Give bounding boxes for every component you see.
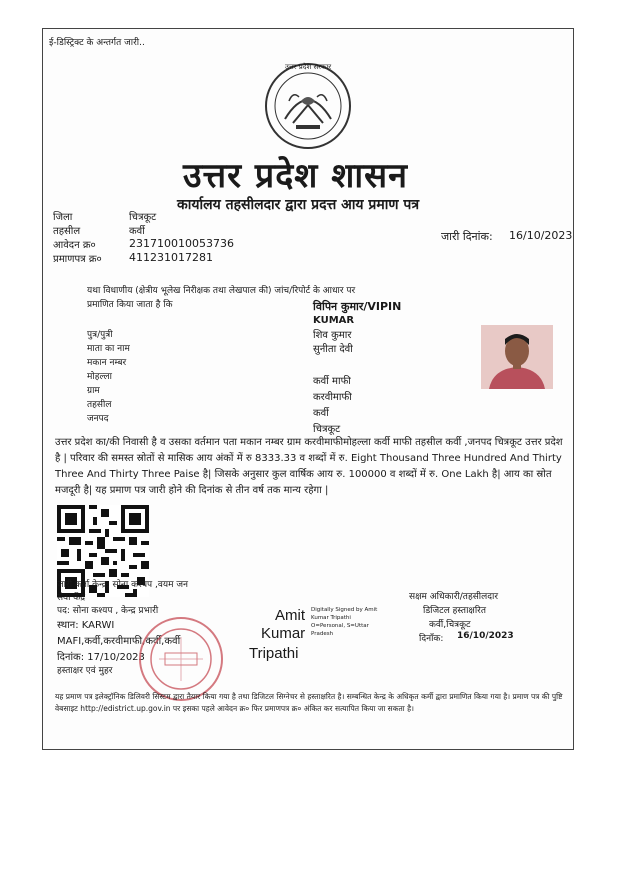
- meta-label-district: जिला: [53, 212, 73, 223]
- page-title: उत्तर प्रदेश शासन: [183, 156, 409, 196]
- field-value-mother: सुनीता देवी: [313, 344, 353, 355]
- field-label-district: जनपद: [87, 414, 109, 424]
- meta-label-tehsil: तहसील: [53, 226, 81, 237]
- issuer-line-2: सेवा केंद्र: [57, 593, 85, 603]
- certificate-page: [42, 28, 574, 750]
- up-government-emblem-icon: [263, 61, 353, 151]
- meta-label-certificate-no: प्रमाणपत्र क्र०: [53, 254, 102, 265]
- applicant-name-line-1: विपिन कुमार/VIPIN: [313, 300, 402, 313]
- issuer-line-7: हस्ताक्षर एवं मुहर: [57, 666, 113, 676]
- field-label-house-no: मकान नम्बर: [87, 358, 127, 368]
- intro-line-1: यथा विधाणीय (क्षेत्रीय भूलेख निरीक्षक तथा लेखपाल की) जांच/रिपोर्ट के आधार पर: [87, 286, 356, 296]
- issuer-line-4: स्थान: KARWI: [57, 620, 115, 631]
- signature-details-line-2: Kumar Tripathi: [311, 615, 351, 621]
- meta-label-application-no: आवेदन क्र०: [53, 240, 96, 251]
- meta-value-certificate-no: 411231017281: [129, 251, 213, 264]
- issue-date-label: जारी दिनांक:: [441, 230, 493, 243]
- signature-name-line-2: Kumar: [261, 625, 306, 642]
- authority-date: 16/10/2023: [457, 631, 514, 641]
- signature-details-line-1: Digitally Signed by Amit: [311, 607, 378, 613]
- page-subtitle: कार्यालय तहसीलदार द्वारा प्रदत्त आय प्रमाण पत्र: [177, 197, 420, 213]
- field-label-mohalla: मोहल्ला: [87, 372, 112, 382]
- authority-line-2: डिजिटल हस्ताक्षरित: [423, 606, 486, 616]
- emblem-text: उत्तर प्रदेश सरकार: [285, 63, 332, 71]
- field-value-village: करवीमाफी: [313, 392, 352, 403]
- signature-details-line-4: Pradesh: [311, 631, 334, 637]
- signature-name-line-1: Amit: [275, 607, 305, 624]
- authority-date-label: दिनाँक:: [419, 634, 444, 644]
- issuer-line-1: जारी कर्ता केन्द्र: सोना कश्यप ,वयम जन: [57, 580, 189, 590]
- meta-value-district: चित्रकूट: [129, 212, 157, 223]
- applicant-photo: [481, 325, 553, 389]
- field-label-mother: माता का नाम: [87, 344, 130, 354]
- signature-details-line-3: O=Personal, S=Uttar: [311, 623, 369, 629]
- applicant-name-line-2: KUMAR: [313, 315, 355, 326]
- certificate-body-text: उत्तर प्रदेश का/की निवासी है व उसका वर्तमान पता मकान नम्बर ग्राम करवीमाफीमोहल्ला कर्वी माफी तहसील कर्वी ,जनपद चित्रकूट उत्तर प्रदेश है | परिवार की समस्त स्रोतों से मासिक आय अंकों में रु 8333.33 व शब्दों में रु. Eight Thousand Three Hundred And Thirty Three And Thirty Three Paise है| जिसके अनुसार कुल वार्षिक आय रु. 100000 व शब्दों में रु. One Lakh है| आय का स्रोत मजदूरी है| यह प्रमाण पत्र जारी होने की दिनांक से तीन वर्ष तक मान्य रहेगा |: [55, 437, 563, 496]
- field-value-mohalla: कर्वी माफी: [313, 376, 351, 387]
- official-stamp: [139, 617, 223, 701]
- intro-line-2: प्रमाणित किया जाता है कि: [87, 300, 173, 310]
- field-label-village: ग्राम: [87, 386, 100, 396]
- field-label-parent: पुत्र/पुत्री: [87, 330, 113, 340]
- issuer-line-5: MAFI,कर्वी,करवीमाफी,कर्वी,कर्वी: [57, 636, 181, 647]
- authority-line-3: कर्वी,चित्रकूट: [429, 620, 471, 630]
- signature-name-line-3: Tripathi: [249, 645, 299, 662]
- meta-value-tehsil: कर्वी: [129, 226, 145, 237]
- field-value-district: चित्रकूट: [313, 424, 341, 435]
- issue-date: 16/10/2023: [509, 229, 573, 242]
- meta-value-application-no: 231710010053736: [129, 237, 234, 250]
- field-value-tehsil: कर्वी: [313, 408, 329, 419]
- field-value-parent: शिव कुमार: [313, 330, 352, 341]
- header-note: ई-डिस्ट्रिक्ट के अन्तर्गत जारी..: [49, 38, 145, 48]
- footer-text: यह प्रमाण पत्र इलेक्ट्रॉनिक डिलिवरी सिस्टम द्वारा तैयार किया गया है तथा डिजिटल सिग्नेचर से हस्ताक्षरित है। सम्बन्धित केन्द्र के अधिकृत कर्मी द्वारा प्रमाणित किया गया है। प्रमाण पत्र की पुष्टि वेबसाइट http://edistrict.up.gov.in पर इसका पहले आवेदन क्र० फिर प्रमाणपत्र क्र० अंकित कर सत्यापित किया जा सकता है।: [55, 692, 563, 713]
- issuer-line-6: दिनांक: 17/10/2023: [57, 652, 145, 663]
- field-label-tehsil: तहसील: [87, 400, 112, 410]
- authority-line-1: सक्षम अधिकारी/तहसीलदार: [409, 592, 499, 602]
- issuer-line-3: पद: सोना कश्यप , केन्द्र प्रभारी: [57, 606, 159, 616]
